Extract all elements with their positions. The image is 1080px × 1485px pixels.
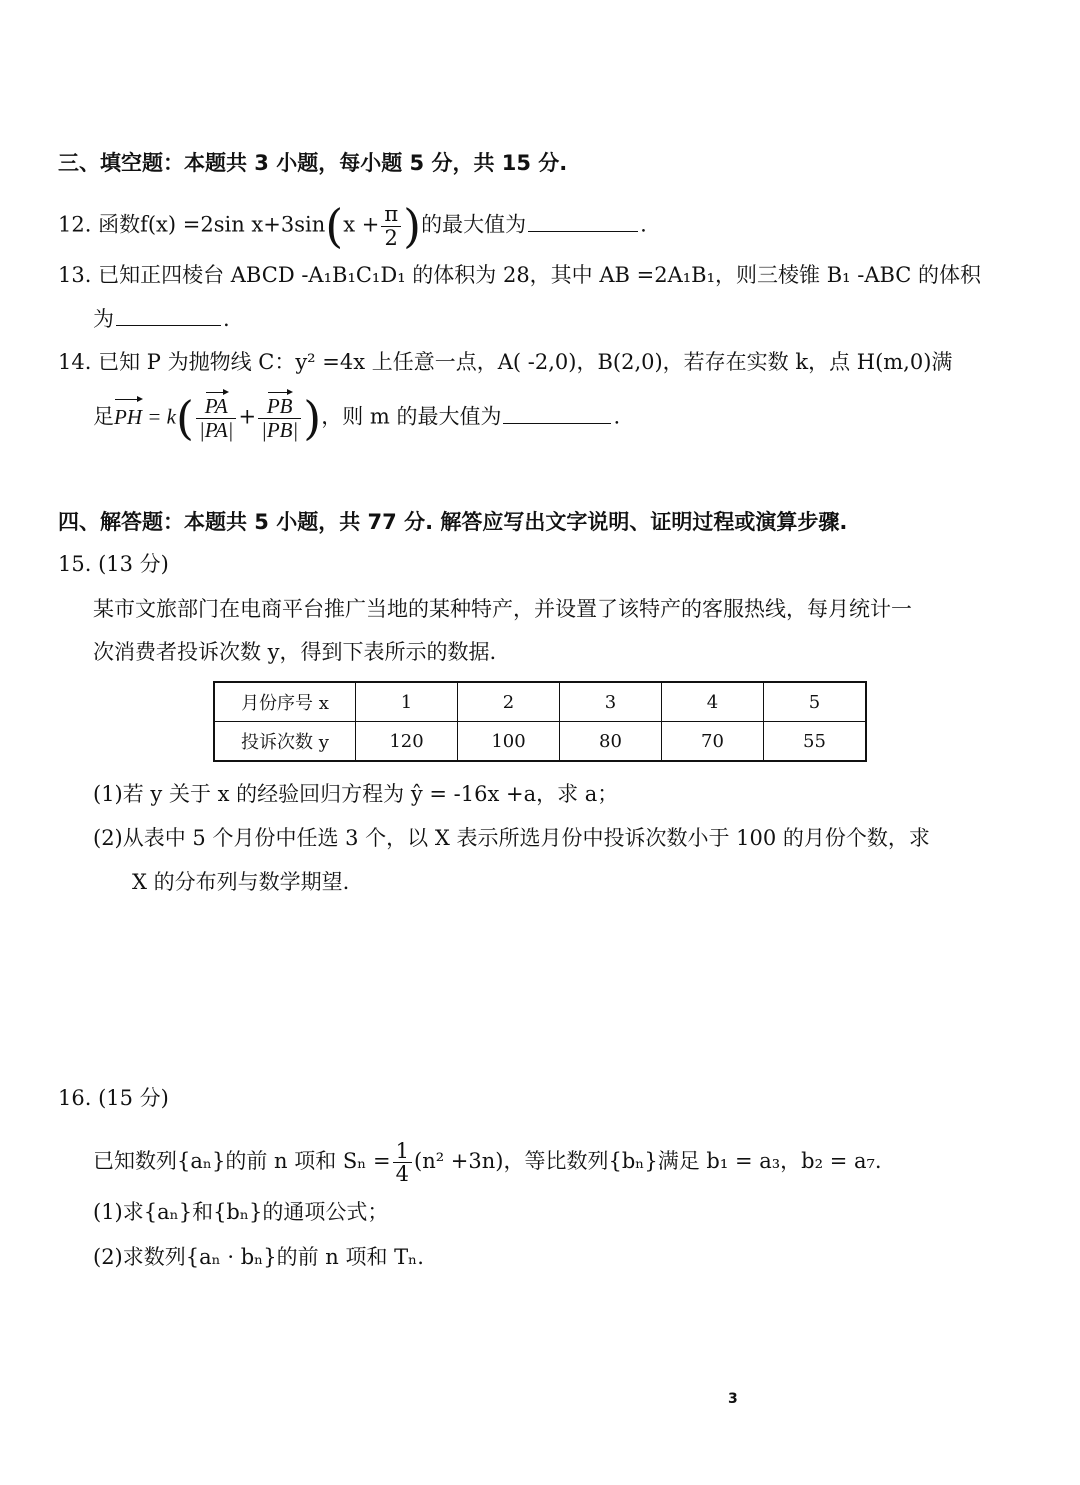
q16-frac-num: 1 (393, 1140, 412, 1163)
q13-end: . (223, 307, 230, 331)
q13-text: 已知正四棱台 ABCD -A₁B₁C₁D₁ 的体积为 28，其中 AB =2A₁B₁，则三棱锥 B₁ -ABC 的体积 (98, 263, 982, 287)
question-12 (58, 199, 647, 253)
question-14-line1 (58, 347, 952, 377)
q14-eq-k: = k (142, 404, 176, 429)
q12-answer-blank (528, 209, 638, 232)
table-cell: 2 (458, 682, 560, 722)
table-cell: 80 (560, 722, 662, 762)
q14-fraction-pa (196, 395, 237, 440)
q14-end: . (613, 404, 621, 429)
q16-fraction (393, 1140, 412, 1185)
q15-part-1: (1)若 y 关于 x 的经验回归方程为 ŷ = -16x +a，求 a； (93, 782, 619, 806)
q12-number: 12. (58, 212, 92, 237)
table-row (214, 722, 866, 762)
q16-line1-a: 已知数列{aₙ}的前 n 项和 Sₙ = (93, 1149, 391, 1174)
abs-pb: |PB| (261, 417, 299, 442)
q12-end: . (640, 212, 647, 237)
q12-frac-den: 2 (384, 225, 398, 250)
q13-answer-blank (116, 303, 221, 326)
vector-ph: PH (114, 402, 142, 432)
vector-pb: PB (266, 394, 293, 419)
q15-part-2-line2: X 的分布列与数学期望. (132, 870, 350, 894)
q12-prefix: 函数 (98, 212, 141, 237)
q14-fraction-pb (258, 395, 301, 440)
q14-line2-prefix: 足 (93, 404, 114, 429)
vector-pa: PA (204, 394, 228, 419)
q14-line2-suffix: ，则 m 的最大值为 (321, 404, 502, 429)
q16-line1-b: (n² +3n)，等比数列{bₙ}满足 b₁ = a₃，b₂ = a₇. (414, 1149, 882, 1174)
q15-number: 15. (13 分) (58, 552, 169, 576)
q14-number: 14. (58, 350, 92, 374)
q16-number: 16. (15 分) (58, 1086, 169, 1110)
q14-left-paren: ( (176, 391, 194, 445)
table-cell: 1 (356, 682, 458, 722)
q12-left-paren: ( (325, 199, 344, 253)
q13-line2-prefix: 为 (93, 307, 114, 331)
table-cell: 100 (458, 722, 560, 762)
complaint-data-table (213, 681, 867, 762)
q16-part-1: (1)求{aₙ}和{bₙ}的通项公式； (93, 1200, 389, 1224)
q14-plus: + (238, 404, 257, 429)
q12-right-paren: ) (403, 199, 422, 253)
q15-paragraph-1: 某市文旅部门在电商平台推广当地的某种特产，并设置了该特产的客服热线，每月统计一 (93, 597, 912, 621)
section-4-heading: 四、解答题：本题共 5 小题，共 77 分. 解答应写出文字说明、证明过程或演算步骤. (58, 510, 848, 534)
table-cell: 4 (662, 682, 764, 722)
q16-line-1 (93, 1140, 882, 1185)
q15-part-2-line1: (2)从表中 5 个月份中任选 3 个，以 X 表示所选月份中投诉次数小于 100 的月份个数，求 (93, 826, 930, 850)
table-cell: 55 (764, 722, 867, 762)
table-header-complaints: 投诉次数 y (214, 722, 356, 762)
q14-right-paren: ) (303, 391, 322, 445)
table-cell: 5 (764, 682, 867, 722)
section-3-heading: 三、填空题：本题共 3 小题，每小题 5 分，共 15 分. (58, 151, 568, 175)
q12-frac-num: π (381, 203, 401, 226)
table-row (214, 682, 866, 722)
q12-function: f(x) =2sin x+3sin (140, 212, 326, 237)
q12-fraction (381, 203, 401, 248)
question-13-line2 (93, 303, 230, 334)
q14-answer-blank (503, 401, 611, 424)
table-cell: 120 (356, 722, 458, 762)
q13-number: 13. (58, 263, 92, 287)
q14-text: 已知 P 为抛物线 C：y² =4x 上任意一点，A( -2,0)，B(2,0)，若存在实数 k，点 H(m,0)满 (98, 350, 953, 374)
table-cell: 3 (560, 682, 662, 722)
abs-pa: |PA| (198, 417, 234, 442)
q12-paren-inner: x + (343, 212, 380, 237)
page-number: 3 (728, 1391, 738, 1407)
table-header-month: 月份序号 x (214, 682, 356, 722)
q12-suffix: 的最大值为 (421, 212, 527, 237)
q16-part-2: (2)求数列{aₙ · bₙ}的前 n 项和 Tₙ. (93, 1245, 424, 1269)
question-13-line1 (58, 260, 981, 290)
question-14-line2 (93, 391, 621, 445)
table-cell: 70 (662, 722, 764, 762)
q16-frac-den: 4 (395, 1162, 409, 1187)
q15-paragraph-2: 次消费者投诉次数 y，得到下表所示的数据. (93, 640, 497, 664)
